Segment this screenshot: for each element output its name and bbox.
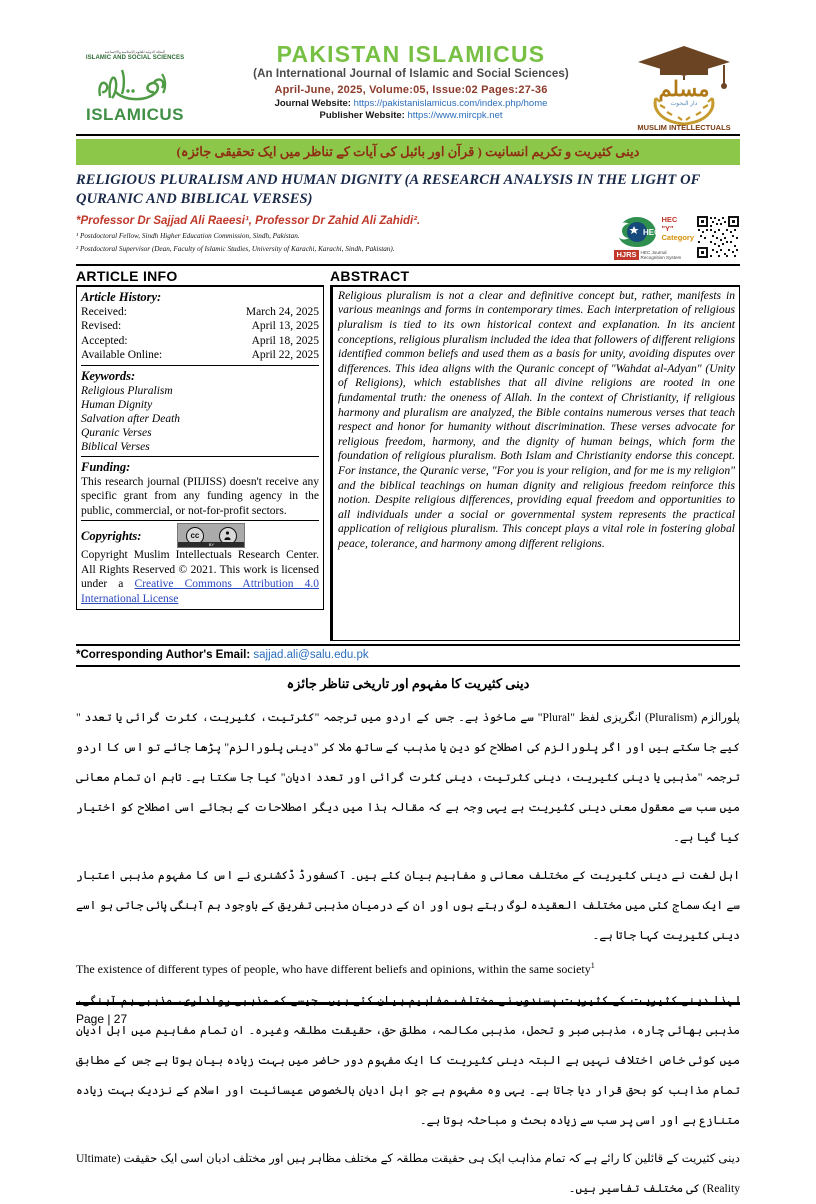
funding-title: Funding:: [81, 459, 131, 474]
info-divider: [81, 456, 319, 457]
recognition-badges: [568, 214, 740, 261]
history-value: April 13, 2025: [251, 320, 319, 333]
journal-website-label: Journal Website:: [274, 98, 351, 109]
islamicus-wordmark: ISLAMICUS: [86, 105, 184, 124]
islamicus-logo-arabic-tagline: المجلة الدولية للعلوم الإسلامية والاجتماعية: [104, 50, 166, 54]
urdu-section-heading: دینی کثیریت کا مفہوم اور تاریخی تناظر جائزہ: [286, 675, 530, 691]
article-info-box: [76, 285, 324, 611]
article-history-title: Article History:: [81, 289, 162, 304]
info-divider: [81, 520, 319, 521]
history-row: [81, 334, 319, 349]
hec-label-line1: HEC: [661, 215, 678, 224]
corresponding-author-email[interactable]: sajjad.ali@salu.edu.pk: [253, 648, 369, 661]
authors-line: *Professor Dr Sajjad Ali Raeesi¹, Professor Dr Zahid Ali Zahidi².: [76, 215, 421, 227]
urdu-paragraph: پلورالزم (Pluralism) انگریزی لفظ "Plural" سے ماخوذ ہے۔ جس کے اردو میں ترجمہ "کثرتیت، کثیریت، کثرت گرائی یا تعدد " کیے جا سکتے ہیں اور اگر پلورالزم کی اصطلاح کو دین یا مذہب کے ساتھ ملا کر "دینی پلورالزم" پڑھا جائے تو اس کا اردو ترجمہ "مذہبی یا دینی کثیریت، دینی کثرتیت، دینی کثرت گرائی اور تعدد ادیان" کیا جا سکتا ہے۔ تاہم ان تمام معانی میں سب سے معقول معنی دینی کثیریت ہے یہی وجہ ہے کہ مقالہ ہذا میں دیگر اصطلاحات کے بجائے اسی اصطلاح کو اختیار کیا گیا ہے۔: [76, 710, 740, 844]
authors-column: [76, 214, 568, 255]
keyword-item: Salvation after Death: [81, 412, 181, 425]
graduation-cap-icon: [632, 40, 736, 132]
page-number: Page | 27: [76, 1012, 128, 1026]
copyright-statement: Copyright Muslim Intellectuals Research Center. All Rights Reserved © 2021. This work is licensed under a: [81, 549, 319, 591]
creative-commons-badge-icon: [177, 523, 245, 548]
abstract-column: [330, 268, 740, 641]
license-link[interactable]: Creative Commons Attribution 4.0 International License: [81, 578, 320, 605]
publisher-website-line: [198, 110, 624, 122]
article-info-column: [76, 268, 324, 641]
hec-label-line2: "Y": [661, 224, 674, 233]
history-value: March 24, 2025: [245, 305, 319, 318]
affiliation-2: ² Postdoctoral Supervisor (Dean, Faculty of Islamic Studies, University of Karachi, Karachi, Sindh, Pakistan).: [76, 245, 395, 253]
header-rule: [76, 264, 740, 266]
issue-line: April-June, 2025, Volume:05, Issue:02 Pages:27-36: [274, 84, 548, 96]
journal-website-line: [198, 98, 624, 110]
footnote-marker: 1: [590, 960, 595, 970]
article-info-heading: ARTICLE INFO: [76, 267, 178, 284]
funding-text: This research journal (PIIJISS) doesn't receive any specific grant from any funding agency in the public, commercial, or not-for-profit sectors.: [81, 475, 319, 517]
info-divider: [81, 365, 319, 366]
abstract-box: [330, 285, 740, 641]
hjrs-subtitle: [641, 250, 682, 261]
svg-text:مسلم: مسلم: [658, 77, 710, 101]
history-label: Received:: [81, 305, 127, 318]
history-row: [81, 319, 319, 334]
page-footer: [76, 1002, 740, 1029]
page-title: RELIGIOUS PLURALISM AND HUMAN DIGNITY (A RESEARCH ANALYSIS IN THE LIGHT OF QURANIC AND BIBLICAL VERSES): [76, 172, 701, 207]
keywords-title: Keywords:: [81, 368, 136, 383]
history-value: April 18, 2025: [251, 334, 319, 347]
abstract-heading: ABSTRACT: [330, 267, 410, 284]
keyword-item: Human Dignity: [81, 398, 153, 411]
copyright-text: [81, 548, 319, 606]
keyword-item: Quranic Verses: [81, 426, 152, 439]
keyword-item: Religious Pluralism: [81, 384, 173, 397]
corresponding-author-line: [76, 644, 740, 667]
history-label: Accepted:: [81, 334, 128, 347]
hec-badge-group: [614, 215, 694, 261]
masthead: [76, 40, 740, 136]
hjrs-subtitle-line1: HEC Journal: [640, 250, 667, 255]
info-abstract-columns: [76, 268, 740, 641]
hjrs-tag: HJRS: [616, 250, 637, 260]
publisher-website-label: Publisher Website:: [319, 110, 405, 121]
urdu-paragraph: دینی کثیریت کے قائلین کا رائے ہے کہ تمام مذاہب ایک ہی حقیقت مطلقہ کے مختلف مظاہر ہیں اور مختلف ادیان اسی ایک حقیقت (Ultimate Reality) کی مختلف تفاسیر ہیں۔: [76, 1151, 740, 1195]
history-value: April 22, 2025: [251, 349, 319, 362]
keyword-item: Biblical Verses: [81, 440, 150, 453]
cc-by-label: BY: [208, 542, 215, 548]
hec-label-line3: Category: [661, 233, 694, 242]
urdu-title-banner-text: دینی کثیریت و تکریم انسانیت ( قرآن اور بائبل کی آیات کے تناظر میں ایک تحقیقی جائزہ): [176, 144, 640, 159]
cc-circle-icon: cc: [186, 527, 204, 545]
islamicus-logo: [76, 40, 194, 132]
mirc-logo: [628, 40, 740, 132]
urdu-paragraph: لہذا دینی کثیریت کے کثیریت پسندوں نے مختلف مفاہیم بیان کئے ہیں۔ جیسے کہ مذہبی رواداری، مذہبی ہم آہنگی، مذہبی بھائی چارہ، مذہبی صبر و تحمل، مذہبی مکالمہ، مطلق حق، حقیقت مطلقہ وغیرہ۔ ان تمام مفاہیم میں اہل ادیان میں کوئی خاص اختلاف نہیں ہے البتہ دینی کثیریت کا ایک مفہوم دور حاضر میں بہت زیادہ بیان ہوتا ہے جس کے مطابق تمام مذاہب کو بحق قرار دیا جاتا ہے۔ یہی وہ مفہوم ہے جو اہل ادیان بالخصوص عیسائیت اور اسلام کے نزدیک بہت زیادہ متنازع ہے اور اسی پر سب سے زیادہ بحث و مباحثہ ہوتا ہے۔: [76, 993, 740, 1127]
english-quote-line: [76, 957, 740, 978]
publisher-website-link[interactable]: https://www.mircpk.net: [407, 110, 503, 121]
copyrights-row: [81, 523, 319, 548]
hjrs-subtitle-line2: Recognition System: [640, 255, 682, 261]
hec-badge: [614, 215, 694, 249]
history-row: [81, 305, 319, 320]
svg-text:HEC: HEC: [643, 228, 661, 237]
corresponding-author-label: *Corresponding Author's Email:: [76, 648, 251, 661]
history-row: [81, 348, 319, 363]
english-quote-text: The existence of different types of people, who have different beliefs and opinions, within the same society: [76, 961, 591, 976]
urdu-paragraph: اہل لغت نے دینی کثیریت کے مختلف معانی و مفاہیم بیان کئے ہیں۔ آکسفورڈ ڈکشنری نے اس کا مفہوم مذہبی اعتبار سے ایک سماج کئی میں مختلف العقیدہ لوگ رہتے ہوں اور ان کے درمیان مذہبی تفریق کے باوجود ہم آہنگی پائی جاتی ہو اسے دینی کثیریت کہا جاتا ہے۔: [76, 868, 740, 942]
svg-text:دار البحوث: دار البحوث: [670, 101, 698, 107]
affiliation-1: ¹ Postdoctoral Fellow, Sindh Higher Education Commission, Sindh, Pakistan.: [76, 232, 300, 240]
abstract-text: Religious pluralism is not a clear and definitive concept but, rather, manifests in various meanings and forms in contemporary times. Each interpretation of religious pluralism is tied to its own historical context and explanation. In its ancient conceptions, religious pluralism included the idea that followers of different religions identified common beliefs and used them as a basis for unity, avoiding disputes over differences. This idea aligns with the Quranic concept of "Wahdat al-Adyan" (Unity of Religions), which establishes that all divine religions are rooted in one fundamental truth: the oneness of Allah. In the context of Christianity, if religious harmony and pluralism are analyzed, the Bible contains numerous verses that teach respect and honor for humanity without discrimination. These verses advocate for religious freedom, harmony, and the dignity of human beings, which form the foundation of religious pluralism. Both Islam and Christianity endorse this concept. For instance, the Quranic verse, "For you is your religion, and for me is my religion" and the biblical teachings on human dignity and religious freedom reinforce this notion. Despite religious differences, providing equal freedom and opportunities to all individuals under a social or governmental system represents the practical application of religious pluralism. This concept plays a vital role in fostering global peace, tolerance, and harmony among different religions.: [338, 288, 735, 550]
qr-code-icon[interactable]: [696, 215, 740, 259]
hec-category-text: [660, 215, 694, 242]
authors-row: [76, 214, 740, 261]
page-content: [76, 40, 740, 1204]
journal-website-link[interactable]: https://pakistanislamicus.com/index.php/home: [353, 98, 548, 109]
masthead-center: [194, 40, 628, 132]
history-label: Revised:: [81, 320, 122, 333]
islamicus-logo-tagline: ISLAMIC AND SOCIAL SCIENCES: [85, 55, 185, 61]
hec-emblem-icon: [614, 215, 660, 249]
svg-text:MUSLIM INTELLECTUALS: MUSLIM INTELLECTUALS: [637, 123, 731, 132]
journal-title: PAKISTAN ISLAMICUS: [276, 41, 546, 67]
urdu-title-banner: [76, 139, 740, 165]
copyrights-title: Copyrights:: [81, 528, 142, 543]
hjrs-badge: [614, 250, 694, 261]
history-label: Available Online:: [81, 349, 163, 362]
islamicus-calligraphy-icon: [92, 62, 178, 106]
journal-subtitle: (An International Journal of Islamic and Social Sciences): [253, 68, 569, 80]
